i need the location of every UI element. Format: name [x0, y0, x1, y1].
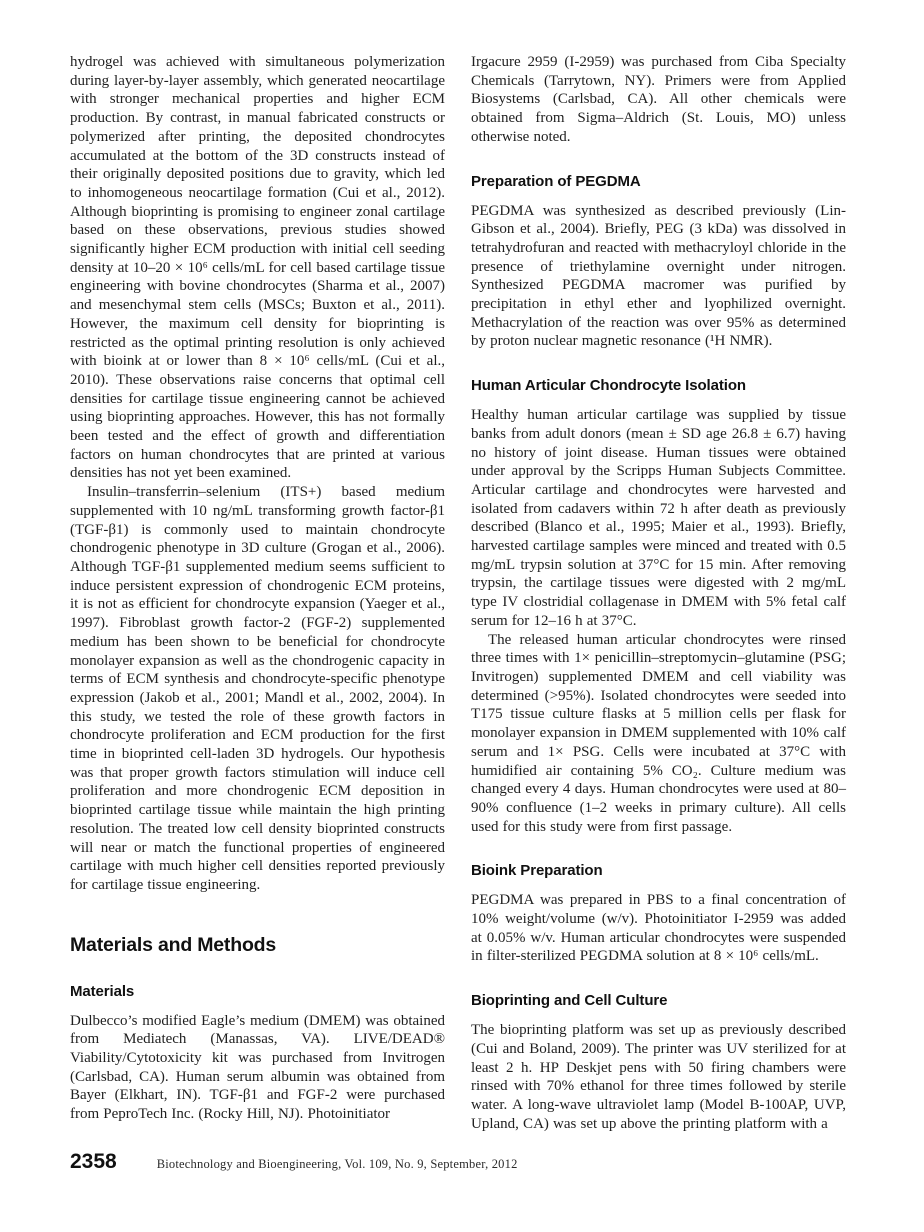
right-paragraph-3: Healthy human articular cartilage was supplied by tissue banks from adult donors (mean ± SD age 26.8 ± 6.7) having no history of joint disease. Human tissues were obtained under approval by the Scripps Human Subjects Committee. Articular cartilage and chondrocytes were harvested and isolated from cadavers within 72 h after death as previously described (Blanco et al., 1995; Maier et al., 1993). Briefly, harvested cartilage samples were minced and treated with 0.5 mg/mL trypsin solution at 37°C for 15 min. After removing trypsin, the cartilage tissues were digested with 2 mg/mL type IV clostridial collagenase in DMEM with 5% fetal calf serum for 12–16 h at 37°C. — [471, 407, 846, 629]
subheading-human-articular-chondrocyte-isolation: Human Articular Chondrocyte Isolation — [471, 377, 746, 395]
left-column — [70, 53, 445, 1133]
left-paragraph-3: Dulbecco’s modified Eagle’s medium (DMEM) was obtained from Mediatech (Manassas, VA). LIVE/DEAD® Viability/Cytotoxicity kit was purchased from Invitrogen (Carlsbad, CA). Human serum albumin was obtained from Bayer (Elkhart, IN). TGF-β1 and FGF-2 were purchased from PeproTech Inc. (Rocky Hill, NJ). Photoinitiator — [70, 1012, 445, 1123]
subheading-bioink-preparation: Bioink Preparation — [471, 862, 603, 880]
subheading-preparation-of-pegdma: Preparation of PEGDMA — [471, 172, 641, 190]
right-paragraph-6: The bioprinting platform was set up as previously described (Cui and Boland, 2009). The printer was UV sterilized for at least 2 h. HP Deskjet pens with 50 firing chambers were rinsed with 70% ethanol for three times followed by sterile water. A long-wave ultraviolet lamp (Model B-100AP, UVP, Upland, CA) was set up above the printing platform with a — [471, 1022, 846, 1132]
right-paragraph-2: PEGDMA was synthesized as described previously (Lin-Gibson et al., 2004). Briefly, PEG (3 kDa) was dissolved in tetrahydrofuran and reacted with methacryloyl chloride in the presence of triethylamine overnight under nitrogen. Synthesized PEGDMA macromer was purified by precipitation in ethyl ether and lyophilized overnight. Methacrylation of the reaction was over 95% as determined by proton nuclear magnetic resonance (¹H NMR). — [471, 202, 846, 350]
left-paragraph-2: Insulin–transferrin–selenium (ITS+) based medium supplemented with 10 ng/mL transforming growth factor-β1 (TGF-β1) is commonly used to maintain chondrocyte chondrogenic phenotype in 3D culture (Grogan et al., 2006). Although TGF-β1 supplemented medium seems sufficient to induce persistent expression of chondrogenic ECM proteins, it is not as efficient for chondrocyte expansion (Yaeger et al., 1997). Fibroblast growth factor-2 (FGF-2) supplemented medium has been shown to be beneficial for chondrocyte monolayer expansion as well as the chondrogenic capacity in terms of ECM synthesis and chondrocyte-specific phenotype expression (Jakob et al., 2001; Mandl et al., 2002, 2004). In this study, we tested the role of these growth factors in chondrocyte proliferation and ECM production for the first time in bioprinted cell-laden 3D hydrogels. Our hypothesis was that proper growth factors stimulation will induce cell proliferation and more chondrogenic ECM deposition in bioprinted cartilage tissue while maintain the high printing resolution. The treated low cell density bioprinted constructs will near or match the functional properties of engineered cartilage with much higher cell densities reported previously for cartilage tissue engineering. — [70, 484, 445, 893]
page-number: 2358 — [70, 1150, 117, 1173]
subheading-bioprinting-and-cell-culture: Bioprinting and Cell Culture — [471, 992, 668, 1010]
subheading-materials: Materials — [70, 982, 135, 1000]
left-paragraph-1: hydrogel was achieved with simultaneous polymerization during layer-by-layer assembly, which generated neocartilage with stronger mechanical properties and higher ECM production. By contrast, in manual fabricated constructs or polymerized after printing, the deposited chondrocytes accumulated at the bottom of the 3D constructs instead of their originally deposited positions due to gravity, which led to inhomogeneous neocartilage formation (Cui et al., 2012). Although bioprinting is promising to engineer zonal cartilage based on these observations, previous studies showed significantly higher ECM production with initial cell seeding density at 10–20 × 10⁶ cells/mL for cell based cartilage tissue engineering with bovine chondrocytes (Sharma et al., 2007) and mesenchymal stem cells (MSCs; Buxton et al., 2011). However, the maximum cell density for bioprinting is restricted as the optimal printing resolution is only achieved with bioink at or lower than 8 × 10⁶ cells/mL (Cui et al., 2010). These observations raise concerns that optimal cell densities for cartilage tissue engineering cannot be achieved using bioprinting approaches. However, this has not formally been tested and the effect of growth and differentiation factors on human chondrocytes that are printed at various densities has not yet been examined. — [70, 54, 445, 482]
right-column — [471, 53, 846, 1133]
journal-citation: Biotechnology and Bioengineering, Vol. 109, No. 9, September, 2012 — [156, 1157, 518, 1171]
right-paragraph-4: The released human articular chondrocytes were rinsed three times with 1× penicillin–streptomycin–glutamine (PSG; Invitrogen) supplemented DMEM and cell viability was determined (>95%). Isolated chondrocytes were seeded into T175 tissue culture flasks at 5 million cells per flask for monolayer expansion in DMEM supplemented with 10% calf serum and 1× PSG. Cells were incubated at 37°C with humidified air containing 5% CO₂. Culture medium was changed every 4 days. Human chondrocytes were used at 80–90% confluence (1–2 weeks in primary culture). All cells used for this study were from first passage. — [471, 631, 846, 835]
two-column-layout — [70, 53, 846, 1133]
right-paragraph-1: Irgacure 2959 (I-2959) was purchased from Ciba Specialty Chemicals (Tarrytown, NY). Primers were from Applied Biosystems (Carlsbad, CA). All other chemicals were obtained from Sigma–Aldrich (St. Louis, MO) unless otherwise noted. — [471, 54, 846, 145]
section-heading-materials-and-methods: Materials and Methods — [70, 933, 277, 956]
right-paragraph-5: PEGDMA was prepared in PBS to a final concentration of 10% weight/volume (w/v). Photoinitiator I-2959 was added at 0.05% w/v. Human articular chondrocytes were suspended in filter-sterilized PEGDMA solution at 8 × 10⁶ cells/mL. — [471, 892, 846, 965]
page-footer — [70, 1150, 846, 1174]
